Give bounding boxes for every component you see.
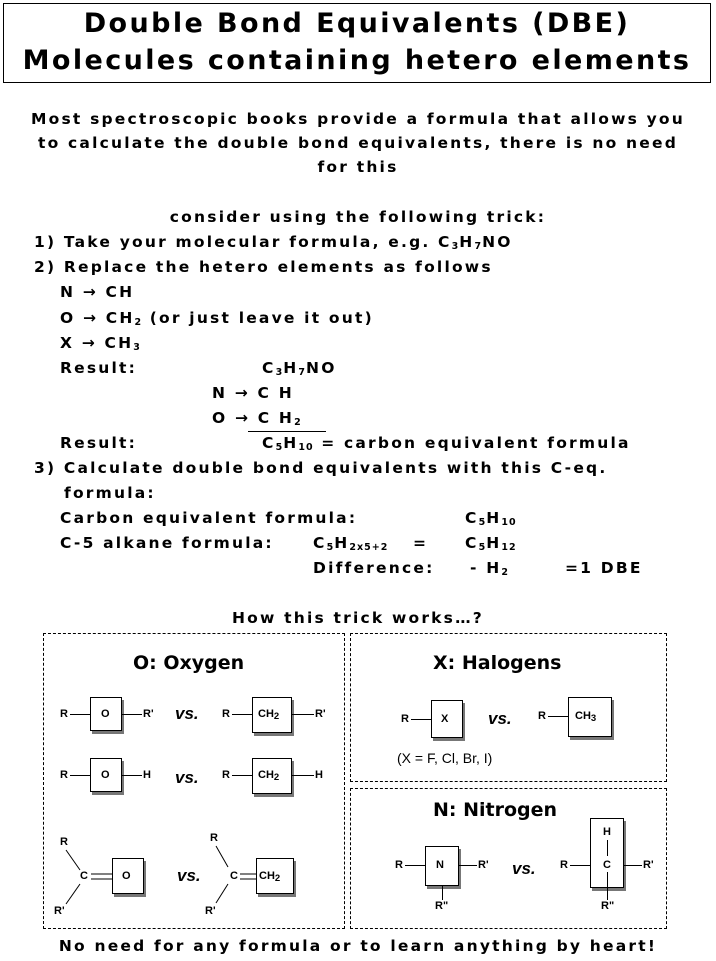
ox-r2b-ch-sub: 2 — [273, 772, 281, 783]
ox-r3b-ch — [259, 870, 281, 882]
alkane-value-sub-c: 5 — [478, 542, 487, 553]
result-label-1: Result: — [60, 359, 138, 377]
nit-r: R — [395, 859, 403, 871]
hal-bond-b — [548, 716, 568, 717]
rule-n: N → CH — [60, 283, 135, 301]
ceq-label: Carbon equivalent formula: — [60, 509, 358, 527]
result-2-h: H — [283, 434, 299, 452]
nit-vs: vs. — [512, 859, 536, 878]
ox-r2b-bond-b — [292, 775, 314, 776]
ox-r3b-ch-sub: 2 — [274, 873, 282, 884]
ox-r2-bond-b — [122, 775, 142, 776]
nit-bond-b — [459, 865, 477, 866]
nit-bond-h — [607, 840, 608, 856]
rule-x — [60, 334, 141, 352]
ox-r1b-rp: R' — [315, 708, 326, 720]
ox-r1b-ch-sub: 2 — [273, 711, 281, 722]
step-1-no: NO — [482, 233, 513, 251]
ox-r2b-ch-text: CH — [258, 769, 274, 781]
ox-r2b-bond-a — [232, 775, 252, 776]
rule-x-sub: 3 — [133, 342, 141, 353]
nit-rdp2: R" — [601, 900, 615, 912]
ox-r2-h: H — [143, 769, 151, 781]
substitution-o — [212, 409, 302, 427]
substitution-o-sub: 2 — [294, 417, 302, 428]
result-2-sub-c: 5 — [275, 442, 284, 453]
result-2-text: = carbon equivalent formula — [313, 434, 631, 452]
hal-note: (X = F, Cl, Br, I) — [397, 750, 493, 766]
ox-r2-bond-a — [70, 775, 90, 776]
nit-h: H — [603, 826, 611, 838]
step-1-text: 1) Take your molecular formula, e.g. C — [34, 233, 452, 251]
nit-bond-f — [607, 872, 608, 900]
ox-r2b-r: R — [222, 769, 230, 781]
result-1-c: C — [262, 359, 276, 377]
alkane-sub-c: 5 — [326, 542, 335, 553]
title-line-1: Double Bond Equivalents (DBE) — [83, 8, 631, 39]
hal-x: X — [441, 713, 449, 725]
ox-r3b-r: R — [210, 832, 218, 844]
step-3-line-2: formula: — [64, 484, 156, 502]
nit-bond-e — [624, 865, 642, 866]
ceq-h: H — [486, 509, 502, 527]
difference-sub: 2 — [501, 567, 510, 578]
nit-rdp: R" — [435, 900, 449, 912]
nitrogen-title: N: Nitrogen — [433, 799, 558, 821]
nit-n: N — [436, 859, 444, 871]
difference-value — [470, 559, 509, 577]
ox-r1-vs: vs. — [175, 704, 199, 723]
oxygen-title: O: Oxygen — [133, 652, 245, 674]
title-line-2: Molecules containing hetero elements — [22, 45, 692, 76]
difference-label: Difference: — [313, 559, 435, 577]
result-1-no: NO — [306, 359, 337, 377]
ox-r1-r: R — [60, 708, 68, 720]
ceq-sub-c: 5 — [478, 517, 487, 528]
step-2: 2) Replace the hetero elements as follows — [34, 258, 493, 276]
rule-o — [60, 309, 374, 327]
alkane-sub-h: 2x5+2 — [349, 542, 389, 553]
step-3-line-1: 3) Calculate double bond equivalents with this C-eq. — [34, 459, 608, 477]
step-1-h: H — [459, 233, 475, 251]
result-1 — [262, 359, 337, 377]
intro-line-3: for this — [317, 158, 399, 176]
hal-vs: vs. — [488, 709, 512, 728]
ox-r3-vs: vs. — [177, 866, 201, 885]
intro-line-1: Most spectroscopic books provide a formula that allows you — [30, 110, 686, 128]
result-label-2: Result: — [60, 434, 138, 452]
rule-o-sub: 2 — [134, 317, 143, 328]
ox-r1b-bond-a — [232, 714, 252, 715]
ox-r3-bonds — [0, 0, 1, 1]
step-1-sub-h: 7 — [474, 241, 483, 252]
result-1-h: H — [283, 359, 299, 377]
ox-r1b-ch-text: CH — [258, 708, 274, 720]
intro-line-4: consider using the following trick: — [169, 208, 547, 226]
step-1-sub-c: 3 — [451, 241, 460, 252]
hal-ch3-sub: 3 — [590, 713, 598, 724]
substitution-n: N → C H — [212, 384, 294, 402]
intro-line-2: to calculate the double bond equivalents, there is no need — [37, 134, 679, 152]
result-1-sub-h: 7 — [298, 367, 307, 378]
ox-r3b-ch-text: CH — [259, 870, 275, 882]
ox-r2-r: R — [60, 769, 68, 781]
alkane-c: C — [313, 534, 327, 552]
ox-r3-o: O — [122, 870, 131, 882]
sum-underline — [248, 431, 326, 432]
ox-r1-bond-a — [70, 714, 90, 715]
ox-r3b-rp: R' — [205, 905, 216, 917]
alkane-value — [465, 534, 517, 552]
hal-bond-a — [411, 719, 431, 720]
nit-bond-c — [442, 886, 443, 900]
difference-value-text: - H — [470, 559, 502, 577]
nit-bond-a — [405, 865, 425, 866]
alkane-equals: = — [413, 534, 429, 552]
ox-r2b-ch — [258, 769, 280, 781]
rule-x-left: X → CH — [60, 334, 134, 352]
ox-r2b-h: H — [315, 769, 323, 781]
alkane-value-h: H — [486, 534, 502, 552]
ox-r1-o: O — [101, 708, 110, 720]
ox-r1-rp: R' — [143, 708, 154, 720]
nit-rp2: R' — [643, 859, 654, 871]
alkane-value-c: C — [465, 534, 479, 552]
result-1-sub-c: 3 — [275, 367, 284, 378]
halogens-title: X: Halogens — [433, 652, 562, 674]
ceq-sub-h: 10 — [501, 517, 517, 528]
ceq-c: C — [465, 509, 479, 527]
alkane-h: H — [334, 534, 350, 552]
substitution-o-text: O → C H — [212, 409, 295, 427]
ox-r1b-bond-b — [292, 714, 314, 715]
alkane-label: C-5 alkane formula: — [60, 534, 274, 552]
ox-r3b-c: C — [230, 870, 238, 882]
ox-r2-o: O — [101, 769, 110, 781]
dbe-result: =1 DBE — [565, 559, 643, 577]
rule-o-right: (or just leave it out) — [142, 309, 374, 327]
nit-c: C — [603, 859, 611, 871]
nit-r2: R — [560, 859, 568, 871]
result-2-sub-h: 10 — [298, 442, 314, 453]
footer-text: No need for any formula or to learn anything by heart! — [58, 937, 658, 955]
hal-r2: R — [538, 710, 546, 722]
step-1 — [34, 233, 513, 251]
alkane-formula — [313, 534, 388, 552]
ox-r3-r: R — [60, 836, 68, 848]
rule-o-left: O → CH — [60, 309, 135, 327]
how-it-works: How this trick works…? — [231, 609, 484, 627]
alkane-value-sub-h: 12 — [501, 542, 517, 553]
hal-ch3 — [575, 710, 597, 722]
result-2 — [262, 434, 631, 452]
ox-r3-c: C — [80, 870, 88, 882]
hal-ch3-text: CH — [575, 710, 591, 722]
result-2-c: C — [262, 434, 276, 452]
nit-bond-d — [570, 865, 590, 866]
ox-r3-rp: R' — [54, 905, 65, 917]
ox-r1b-r: R — [222, 708, 230, 720]
ox-r2-vs: vs. — [175, 768, 199, 787]
ceq-value — [465, 509, 517, 527]
ox-r1b-ch — [258, 708, 280, 720]
hal-r: R — [401, 713, 409, 725]
nit-rp: R' — [478, 859, 489, 871]
ox-r1-bond-b — [122, 714, 142, 715]
